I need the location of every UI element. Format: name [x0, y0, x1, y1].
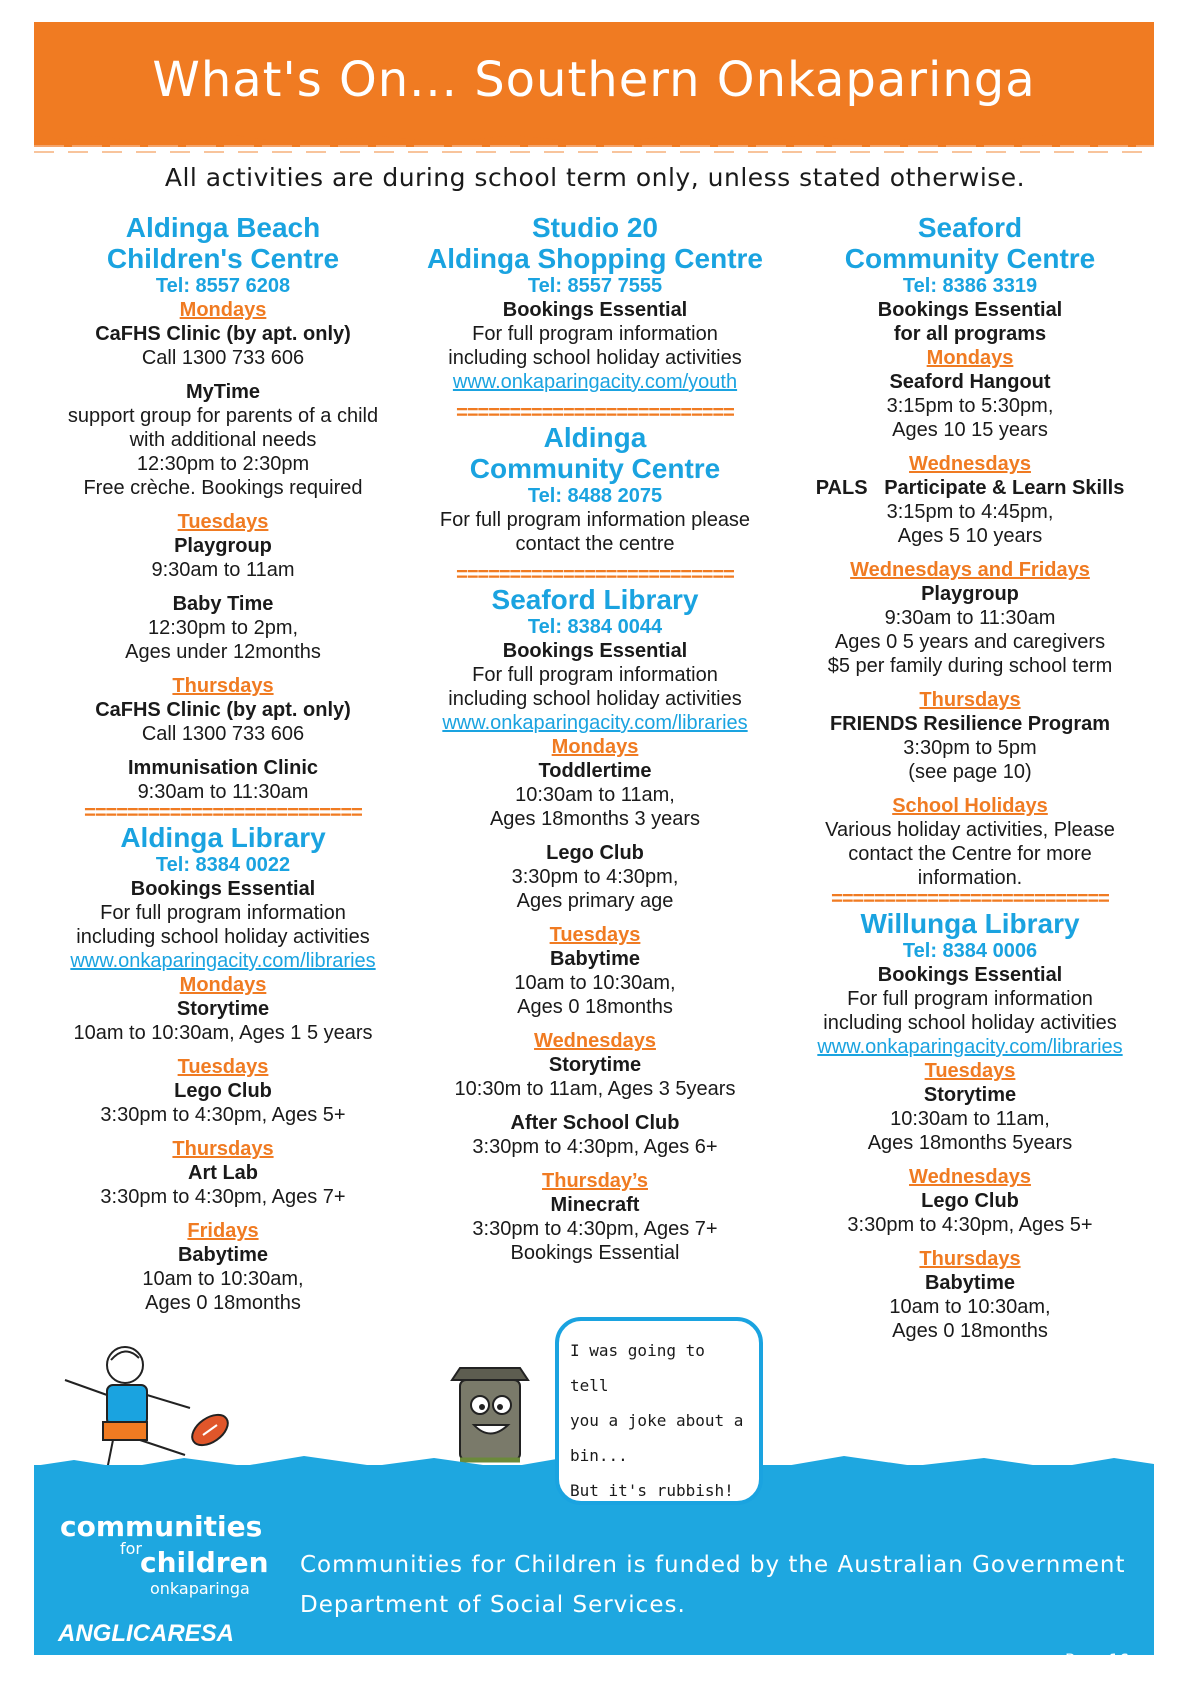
day-heading: Thursdays	[172, 1138, 274, 1160]
activity-detail: information.	[917, 867, 1023, 889]
phone-number: Tel: 8386 3319	[902, 275, 1038, 297]
activity-detail: with additional needs	[129, 429, 317, 451]
activity-detail: 3:15pm to 5:30pm,	[886, 395, 1054, 417]
activity-title: FRIENDS Resilience Program	[829, 713, 1111, 735]
org-name: Community Centre	[844, 243, 1096, 274]
activity-detail: Call 1300 733 606	[141, 347, 305, 369]
section-separator: ==========================	[456, 404, 734, 422]
phone-number: Tel: 8384 0044	[527, 616, 663, 638]
day-heading: Mondays	[179, 299, 267, 321]
activity-detail: Ages 18months 5years	[867, 1132, 1073, 1154]
activity-detail: 3:30pm to 4:30pm,	[511, 866, 679, 888]
activity-detail: $5 per family during school term	[827, 655, 1113, 677]
activity-detail: 10:30m to 11am, Ages 3 5years	[454, 1078, 736, 1100]
libraries-link[interactable]: www.onkaparingacity.com/libraries	[70, 950, 376, 972]
day-heading: Tuesdays	[924, 1060, 1016, 1082]
activity-title: Toddlertime	[538, 760, 652, 782]
activity-detail: 12:30pm to 2:30pm	[136, 453, 310, 475]
anglicare-logo: ANGLICARESA	[58, 1620, 235, 1647]
activity-title: Minecraft	[550, 1194, 640, 1216]
column-aldinga-beach	[38, 212, 408, 1315]
activity-detail: 9:30am to 11:30am	[884, 607, 1056, 629]
activity-title: Lego Club	[921, 1190, 1019, 1212]
info-text: including school holiday activities	[448, 688, 742, 710]
communities-for-children-logo	[60, 1510, 269, 1598]
section-separator: ==========================	[84, 804, 362, 822]
activity-title: Lego Club	[546, 842, 644, 864]
bookings-note: Bookings Essential	[502, 299, 688, 321]
activity-detail: 3:30pm to 4:30pm, Ages 6+	[472, 1136, 718, 1158]
activity-detail: Ages under 12months	[125, 641, 321, 663]
info-text: For full program information	[472, 323, 718, 345]
day-heading: Fridays	[187, 1220, 259, 1242]
org-name: Seaford	[917, 212, 1023, 243]
activity-detail: 3:30pm to 4:30pm, Ages 5+	[847, 1214, 1093, 1236]
day-heading: Thursdays	[919, 689, 1021, 711]
day-heading: Tuesdays	[549, 924, 641, 946]
info-text: including school holiday activities	[823, 1012, 1117, 1034]
bookings-note: for all programs	[893, 323, 1047, 345]
phone-number: Tel: 8384 0006	[902, 940, 1038, 962]
activity-detail: Ages primary age	[516, 890, 674, 912]
term-notice: All activities are during school term only, unless stated otherwise.	[164, 163, 1026, 192]
section-separator: ==========================	[456, 566, 734, 584]
activity-title: Playgroup	[921, 583, 1019, 605]
activity-title: Baby Time	[172, 593, 274, 615]
activity-title: Babytime	[177, 1244, 269, 1266]
info-text: For full program information	[472, 664, 718, 686]
activity-detail: 3:30pm to 4:30pm, Ages 7+	[100, 1186, 346, 1208]
activity-title: MyTime	[185, 381, 261, 403]
day-heading: Wednesdays	[534, 1030, 656, 1052]
bookings-note: Bookings Essential	[502, 640, 688, 662]
funding-line: Communities for Children is funded by the Australian Government	[300, 1552, 1126, 1578]
day-heading: Thursday’s	[542, 1170, 648, 1192]
activity-title: Art Lab	[188, 1162, 258, 1184]
info-text: For full program information	[847, 988, 1093, 1010]
day-heading: Mondays	[926, 347, 1014, 369]
activity-title: Immunisation Clinic	[127, 757, 319, 779]
logo-text: children	[140, 1546, 269, 1579]
activity-detail: Bookings Essential	[510, 1242, 680, 1264]
joke-line: But it's rubbish!	[570, 1481, 734, 1500]
org-name: Seaford Library	[491, 584, 699, 615]
joke-text	[570, 1333, 750, 1508]
funding-statement	[300, 1545, 1126, 1625]
activity-detail: 10:30am to 11am,	[515, 784, 675, 806]
bookings-note: Bookings Essential	[877, 299, 1063, 321]
activity-detail: Various holiday activities, Please	[825, 819, 1115, 841]
activity-detail: contact the Centre for more	[848, 843, 1092, 865]
day-heading: Wednesdays	[909, 1166, 1031, 1188]
day-heading: Wednesdays	[909, 453, 1031, 475]
org-name: Children's Centre	[106, 243, 340, 274]
activity-title: After School Club	[510, 1112, 680, 1134]
activity-detail: Ages 5 10 years	[897, 525, 1043, 547]
activity-title: Seaford Hangout	[889, 371, 1051, 393]
activity-detail: Ages 0 18months	[517, 996, 673, 1018]
activity-detail: Ages 0 5 years and caregivers	[834, 631, 1106, 653]
activity-detail: 9:30am to 11:30am	[137, 781, 309, 803]
activity-title: PALS Participate & Learn Skills	[815, 477, 1125, 499]
day-heading: Wednesdays and Fridays	[850, 559, 1090, 581]
activity-title: Babytime	[924, 1272, 1016, 1294]
activity-detail: 12:30pm to 2pm,	[147, 617, 299, 639]
activity-title: CaFHS Clinic (by apt. only)	[95, 699, 351, 721]
activity-detail: Ages 18months 3 years	[489, 808, 701, 830]
libraries-link[interactable]: www.onkaparingacity.com/libraries	[817, 1036, 1123, 1058]
column-aldinga-seaford	[420, 212, 770, 1265]
org-name: Studio 20	[531, 212, 658, 243]
libraries-link[interactable]: www.onkaparingacity.com/libraries	[442, 712, 748, 734]
info-text: For full program information please	[439, 509, 751, 531]
activity-detail: 10am to 10:30am, Ages 1 5 years	[73, 1022, 373, 1044]
day-heading: School Holidays	[892, 795, 1048, 817]
phone-number: Tel: 8384 0022	[155, 854, 291, 876]
activity-detail: 10am to 10:30am,	[514, 972, 676, 994]
day-heading: Thursdays	[172, 675, 274, 697]
page-title: What's On... Southern Onkaparinga	[152, 52, 1036, 108]
activity-title: Storytime	[548, 1054, 642, 1076]
activity-title: Storytime	[176, 998, 270, 1020]
activity-title: Playgroup	[174, 535, 272, 557]
activity-detail: Ages 10 15 years	[892, 419, 1048, 441]
activity-detail: Call 1300 733 606	[141, 723, 305, 745]
activity-detail: 3:30pm to 4:30pm, Ages 7+	[472, 1218, 718, 1240]
activity-title: Storytime	[923, 1084, 1017, 1106]
org-name: Willunga Library	[860, 908, 1080, 939]
activity-detail: 10am to 10:30am,	[889, 1296, 1051, 1318]
activity-title: Babytime	[549, 948, 641, 970]
org-name: Community Centre	[469, 453, 721, 484]
org-name: Aldinga	[543, 422, 647, 453]
logo-text: communities	[60, 1510, 263, 1543]
info-text: including school holiday activities	[76, 926, 370, 948]
activity-title: CaFHS Clinic (by apt. only)	[95, 323, 351, 345]
column-seaford-willunga	[790, 212, 1150, 1343]
bookings-note: Bookings Essential	[130, 878, 316, 900]
phone-number: Tel: 8488 2075	[527, 485, 663, 507]
section-separator: ==========================	[831, 890, 1109, 908]
activity-detail: 10:30am to 11am,	[890, 1108, 1050, 1130]
page-number: Page 16	[1065, 1650, 1130, 1669]
bookings-note: Bookings Essential	[877, 964, 1063, 986]
logo-text: for	[120, 1539, 142, 1558]
activity-detail: Free crèche. Bookings required	[83, 477, 363, 499]
joke-line: you a joke about a	[570, 1411, 744, 1430]
activity-title: Lego Club	[174, 1080, 272, 1102]
day-heading: Mondays	[551, 736, 639, 758]
phone-number: Tel: 8557 6208	[155, 275, 291, 297]
org-name: Aldinga Beach	[125, 212, 321, 243]
joke-line: bin...	[570, 1446, 628, 1465]
logo-text: onkaparinga	[150, 1579, 250, 1598]
info-text: contact the centre	[515, 533, 675, 555]
header-banner	[34, 22, 1154, 147]
activity-detail: 3:30pm to 5pm	[903, 737, 1037, 759]
activity-detail: Ages 0 18months	[145, 1292, 301, 1314]
activity-detail: 10am to 10:30am,	[142, 1268, 304, 1290]
activity-detail: (see page 10)	[908, 761, 1032, 783]
day-heading: Thursdays	[919, 1248, 1021, 1270]
activity-detail: 3:30pm to 4:30pm, Ages 5+	[100, 1104, 346, 1126]
joke-line: I was going to tell	[570, 1341, 705, 1395]
day-heading: Mondays	[179, 974, 267, 996]
activity-detail: Ages 0 18months	[892, 1320, 1048, 1342]
youth-link[interactable]: www.onkaparingacity.com/youth	[452, 371, 738, 393]
info-text: For full program information	[100, 902, 346, 924]
activity-detail: 9:30am to 11am	[151, 559, 295, 581]
day-heading: Tuesdays	[177, 1056, 269, 1078]
funding-line: Department of Social Services.	[300, 1592, 686, 1618]
org-name: Aldinga Shopping Centre	[427, 243, 763, 274]
info-text: including school holiday activities	[448, 347, 742, 369]
phone-number: Tel: 8557 7555	[527, 275, 663, 297]
org-name: Aldinga Library	[120, 822, 326, 853]
banner-brush-edge	[34, 130, 1154, 160]
activity-detail: 3:15pm to 4:45pm,	[886, 501, 1054, 523]
day-heading: Tuesdays	[177, 511, 269, 533]
activity-detail: support group for parents of a child	[67, 405, 379, 427]
